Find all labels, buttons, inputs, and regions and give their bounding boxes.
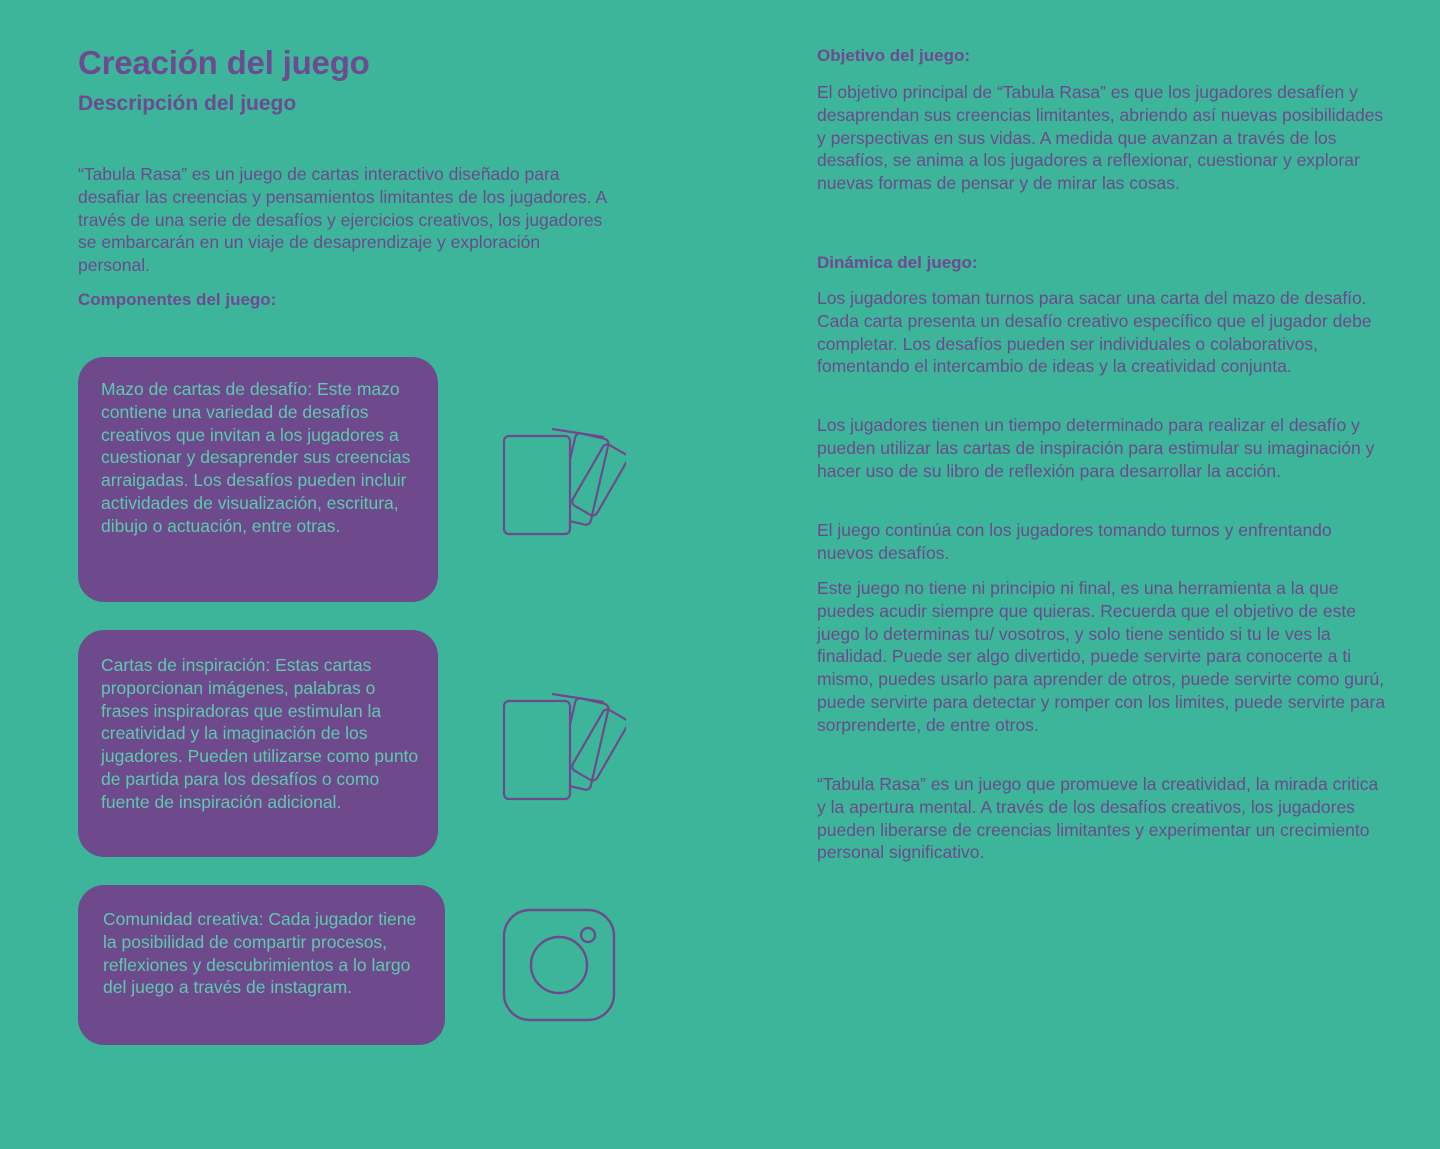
objective-heading: Objetivo del juego: bbox=[817, 46, 971, 65]
dynamics-heading: Dinámica del juego: bbox=[817, 253, 978, 272]
dynamics-paragraph: Este juego no tiene ni principio ni final, es una herramienta a la que puedes acudir siempre que quieras. Recuerda que el objetivo de este juego lo determinas tu/ vosotros, y solo tiene sentido si tu le ves la finalidad. Puede ser algo divertido, puede servirte para conocerte a ti mismo, puedes usarlo para aprender de otros, puede servirte como gurú, puede servirte para detectar y romper con los limites, puede servirte para sorprenderte, de entre otros. bbox=[817, 578, 1386, 735]
component-text: Comunidad creativa: Cada jugador tiene la posibilidad de compartir procesos, reflexiones y descubrimientos a lo largo del juego a través de instagram. bbox=[103, 909, 417, 998]
page-subtitle: Descripción del juego bbox=[78, 92, 297, 115]
component-text: Cartas de inspiración: Estas cartas proporcionan imágenes, palabras o frases inspiradoras que estimulan la creatividad y la imaginación de los jugadores. Pueden utilizarse como punto de partida para los desafíos o como fuente de inspiración adicional. bbox=[101, 655, 419, 812]
dynamics-paragraph: El juego continúa con los jugadores tomando turnos y enfrentando nuevos desafíos. bbox=[817, 520, 1332, 563]
objective-paragraph: El objetivo principal de “Tabula Rasa” es que los jugadores desafíen y desaprendan sus creencias limitantes, abriendo así nuevas posibilidades y perspectivas en sus vidas. A medida que avanzan a través de los desafíos, se anima a los jugadores a reflexionar, cuestionar y explorar nuevas formas de pensar y de mirar las cosas. bbox=[817, 82, 1384, 194]
dynamics-paragraph: Los jugadores tienen un tiempo determinado para realizar el desafío y pueden utilizar las cartas de inspiración para estimular su imaginación y hacer uso de su libro de reflexión para desarrollar la acción. bbox=[817, 415, 1375, 481]
cards-icon bbox=[500, 420, 626, 540]
page-title: Creación del juego bbox=[78, 44, 370, 81]
cards-icon bbox=[500, 685, 626, 805]
component-text: Mazo de cartas de desafío: Este mazo contiene una variedad de desafíos creativos que invitan a los jugadores a cuestionar y desaprender sus creencias arraigadas. Los desafíos pueden incluir actividades de visualización, escritura, dibujo o actuación, entre otras. bbox=[101, 379, 411, 536]
component-card-challenge-deck bbox=[78, 357, 438, 602]
components-heading: Componentes del juego: bbox=[78, 290, 277, 309]
dynamics-paragraph: Los jugadores toman turnos para sacar una carta del mazo de desafío. Cada carta presenta un desafío creativo específico que el jugador debe completar. Los desafíos pueden ser individuales o colaborativos, fomentando el intercambio de ideas y la creatividad conjunta. bbox=[817, 288, 1372, 377]
dynamics-paragraph: “Tabula Rasa” es un juego que promueve la creatividad, la mirada critica y la apertura mental. A través de los desafíos creativos, los jugadores pueden liberarse de creencias limitantes y experimentar un crecimiento personal significativo. bbox=[817, 774, 1379, 863]
instagram-icon bbox=[500, 907, 618, 1025]
intro-paragraph: “Tabula Rasa” es un juego de cartas interactivo diseñado para desafiar las creencias y pensamientos limitantes de los jugadores. A través de una serie de desafíos y ejercicios creativos, los jugadores se embarcarán en un viaje de desaprendizaje y exploración personal. bbox=[78, 164, 607, 276]
component-card-inspiration bbox=[78, 630, 438, 857]
component-card-community bbox=[78, 885, 445, 1045]
